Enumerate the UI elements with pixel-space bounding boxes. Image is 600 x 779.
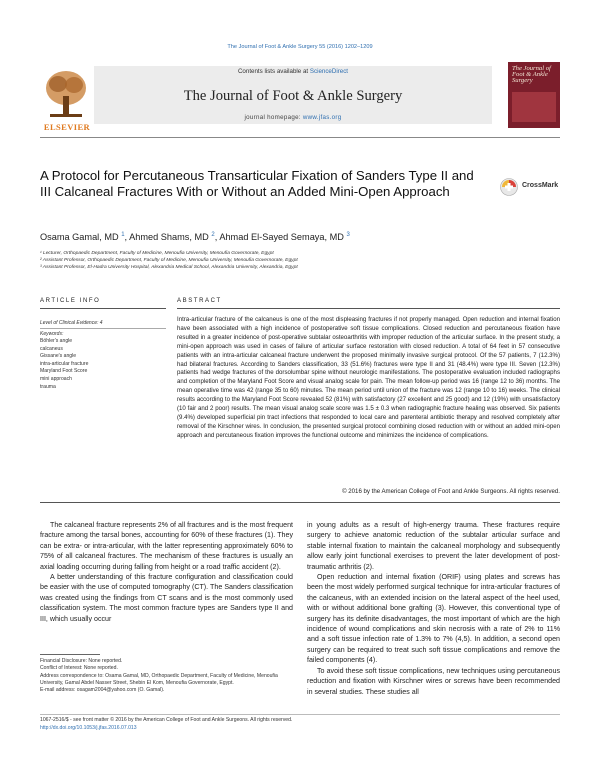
contents-prefix: Contents lists available at	[237, 68, 310, 75]
body-paragraph: in young adults as a result of high-energy trauma. These fractures require surgery to achieve anatomic reduction of the subtalar articular surface and stable internal fixation to maintain the calcaneal morphology and subsequently allow early joint functional exercises to prevent the later development of post-traumatic arthritis (2).	[307, 521, 560, 571]
footer-rule	[40, 714, 560, 715]
body-column-right	[307, 520, 560, 697]
keyword: Gissane's angle	[40, 353, 77, 360]
author-affiliation-marker[interactable]: 3	[346, 232, 350, 238]
running-header: The Journal of Foot & Ankle Surgery 55 (2016) 1202–1209	[227, 44, 373, 50]
divider	[177, 308, 560, 309]
affiliation: ¹ Lecturer, Orthopaedic Department, Faculty of Medicine, Menoufia University, Menoufia Governorate, Egypt	[40, 251, 274, 256]
publisher-name: ELSEVIER	[43, 122, 91, 132]
homepage-prefix: journal homepage:	[244, 114, 303, 121]
correspondence-address: Address correspondence to: Osama Gamal, MD, Orthopaedic Department, Faculty of Medicine, Menoufia University, Gamal Abdel Nasser Street, Shebin El Kom, Menoufia Governorate, Egypt.	[40, 672, 278, 686]
keyword: mini approach	[40, 375, 72, 382]
abstract-heading: ABSTRACT	[177, 298, 222, 304]
crossmark-label: CrossMark	[522, 182, 559, 189]
journal-cover-image	[508, 62, 560, 128]
body-paragraph: The calcaneal fracture represents 2% of all fractures and is the most frequent fracture among the tarsal bones, accounting for 60% of these fractures (1). They can be extra- or intra-articular, with the latter representing approximately 60% to 75% of all calcaneal fractures. The mechanism of these fractures is usually an axial loading occurring during falling from height or a road traffic accident (2).	[40, 521, 293, 571]
footnotes	[40, 658, 293, 694]
divider	[40, 308, 166, 309]
crossmark-badge[interactable]	[500, 176, 560, 198]
doi-link[interactable]: http://dx.doi.org/10.1053/j.jfas.2016.07.013	[40, 725, 137, 731]
cover-title: The Journal of Foot & Ankle Surgery	[512, 65, 551, 85]
divider	[40, 502, 560, 503]
affiliations	[40, 251, 560, 272]
body-paragraph: Open reduction and internal fixation (ORIF) using plates and screws has been the most widely performed surgical technique for intra-articular fractures of the calcaneus, with an extended incision on the lateral aspect of the heel used, with or without additional bone grafting (3). However, this conventional type of surgery has its definite disadvantages, the most important of which are the high incidence of wound complications and skin necrosis with a rate of 2% to 11% and a soft tissue infection rate of 1.3% to 7% (4,5). In addition, a second open surgery can be required to treat such soft tissue complications and remove the failed components (4).	[307, 573, 560, 665]
author-separator: ,	[124, 232, 130, 243]
abstract-text: Intra-articular fracture of the calcaneus is one of the most displeasing fractures if not properly managed. Open reduction and internal fixation have been associated with a high incidence of postoperative soft tissue complications. Closed reduction and percutaneous fixation have resulted in a greater incidence of post-operative subtalar osteoarthritis with improper reduction of the articular surface. In the present study, a mini-open approach was used in cases of failure of articular surface restoration with closed reduction. A total of 64 feet in 57 consecutive patients with an intra-articular calcaneal fracture underwent the proposed minimally invasive surgical protocol. Of the 57 patients, 7 (12.3%) had bilateral fractures. According to Sanders classification, 33 (51.6%) fractures were type II and 31 (48.4%) were type III. Seven (12.3%) patients had wedge fractures of the dorsolumbar spine without neurologic manifestations. The postoperative evaluation included radiographs and completion of the Maryland Foot Score and visual analog scale for pain. The mean follow-up period was 16 (range 12 to 36) months. The mean operative time was 42 (range 35 to 60) minutes. The mean period until union of the fracture was 12 (range 10 to 16) weeks. The clinical results according to the Maryland Foot Score revealed 52 (81%) with satisfactory (27 excellent and 25 good) and 12 (19%) with unsatisfactory (10 fair and 2 poor) results. The mean visual analog scale score was 1.5 ± 0.3 when radiographic fracture healing was observed. Six patients (9.4%) developed superficial pin tract infections that responded to local care and parenteral antibiotic therapy and resolved completely after removal of the Kirschner wires. In conclusion, the presented surgical protocol combining closed reduction with or without an added mini-open approach and percutaneous fixation improves the functional outcome and minimizes the incidence of complications.	[177, 316, 560, 439]
keyword: intra-articular fracture	[40, 360, 89, 367]
author-affiliation-marker[interactable]: 1	[121, 232, 125, 238]
journal-banner	[40, 58, 560, 132]
author-list	[40, 232, 560, 242]
header-rule	[40, 137, 560, 138]
cover-graphic	[512, 92, 556, 122]
sciencedirect-link[interactable]: ScienceDirect	[309, 68, 349, 75]
keyword-list	[40, 338, 166, 391]
homepage-line	[94, 114, 492, 121]
elsevier-tree-logo-icon	[40, 64, 92, 126]
author: Ahmed Shams, MD	[129, 232, 209, 243]
affiliation: ³ Assistant Professor, El-Hadra University Hospital, Alexandria Medical School, Alexandria University, Alexandria, Egypt	[40, 264, 298, 270]
footnote-rule	[40, 654, 100, 655]
paper-title: A Protocol for Percutaneous Transarticular Fixation of Sanders Type II and III Calcaneal Fractures With or Without an Added Mini-Open Approach	[40, 168, 474, 199]
issn-line: 1067-2516/$ - see front matter © 2016 by the American College of Foot and Ankle Surgeons. All rights reserved.	[40, 717, 293, 723]
affiliation: ² Assistant Professor, Orthopaedic Department, Faculty of Medicine, Menoufia University, Menoufia Governorate, Egypt	[40, 257, 298, 263]
keyword: calcaneus	[40, 345, 63, 352]
divider	[40, 328, 166, 329]
body-paragraph: To avoid these soft tissue complications, new techniques using percutaneous reduction and fixation with Kirschner wires or screws have been recommended in several studies. These studies all	[307, 666, 560, 696]
keywords-heading: Keywords:	[40, 331, 64, 337]
level-of-evidence: Level of Clinical Evidence: 4	[40, 320, 103, 326]
article-info-heading: ARTICLE INFO	[40, 298, 101, 304]
body-column-left	[40, 520, 293, 624]
homepage-link[interactable]: www.jfas.org	[302, 114, 342, 121]
copyright-notice: © 2016 by the American College of Foot and Ankle Surgeons. All rights reserved.	[342, 488, 560, 495]
keyword: Maryland Foot Score	[40, 368, 88, 375]
author: Osama Gamal, MD	[40, 232, 119, 243]
author-affiliation-marker[interactable]: 2	[211, 232, 215, 238]
conflict-of-interest: Conflict of Interest: None reported.	[40, 665, 118, 672]
author: Ahmad El-Sayed Semaya, MD	[219, 232, 344, 243]
email-address[interactable]: E-mail address: osagam2004@yahoo.com (O. Gamal).	[40, 687, 165, 694]
contents-line	[94, 68, 492, 75]
body-paragraph: A better understanding of this fracture configuration and classification could be easier with the use of computed tomography (CT). The Sanders classification was created using the findings from CT scans and is the most commonly used classification system. The most common fracture types are Sanders type II and III, which usually occur	[40, 573, 293, 623]
crossmark-icon	[500, 178, 518, 196]
journal-title: The Journal of Foot & Ankle Surgery	[183, 88, 403, 104]
keyword: Böhler's angle	[40, 338, 73, 344]
financial-disclosure: Financial Disclosure: None reported.	[40, 658, 123, 664]
keyword: trauma	[40, 383, 56, 390]
author-separator: ,	[214, 232, 220, 243]
